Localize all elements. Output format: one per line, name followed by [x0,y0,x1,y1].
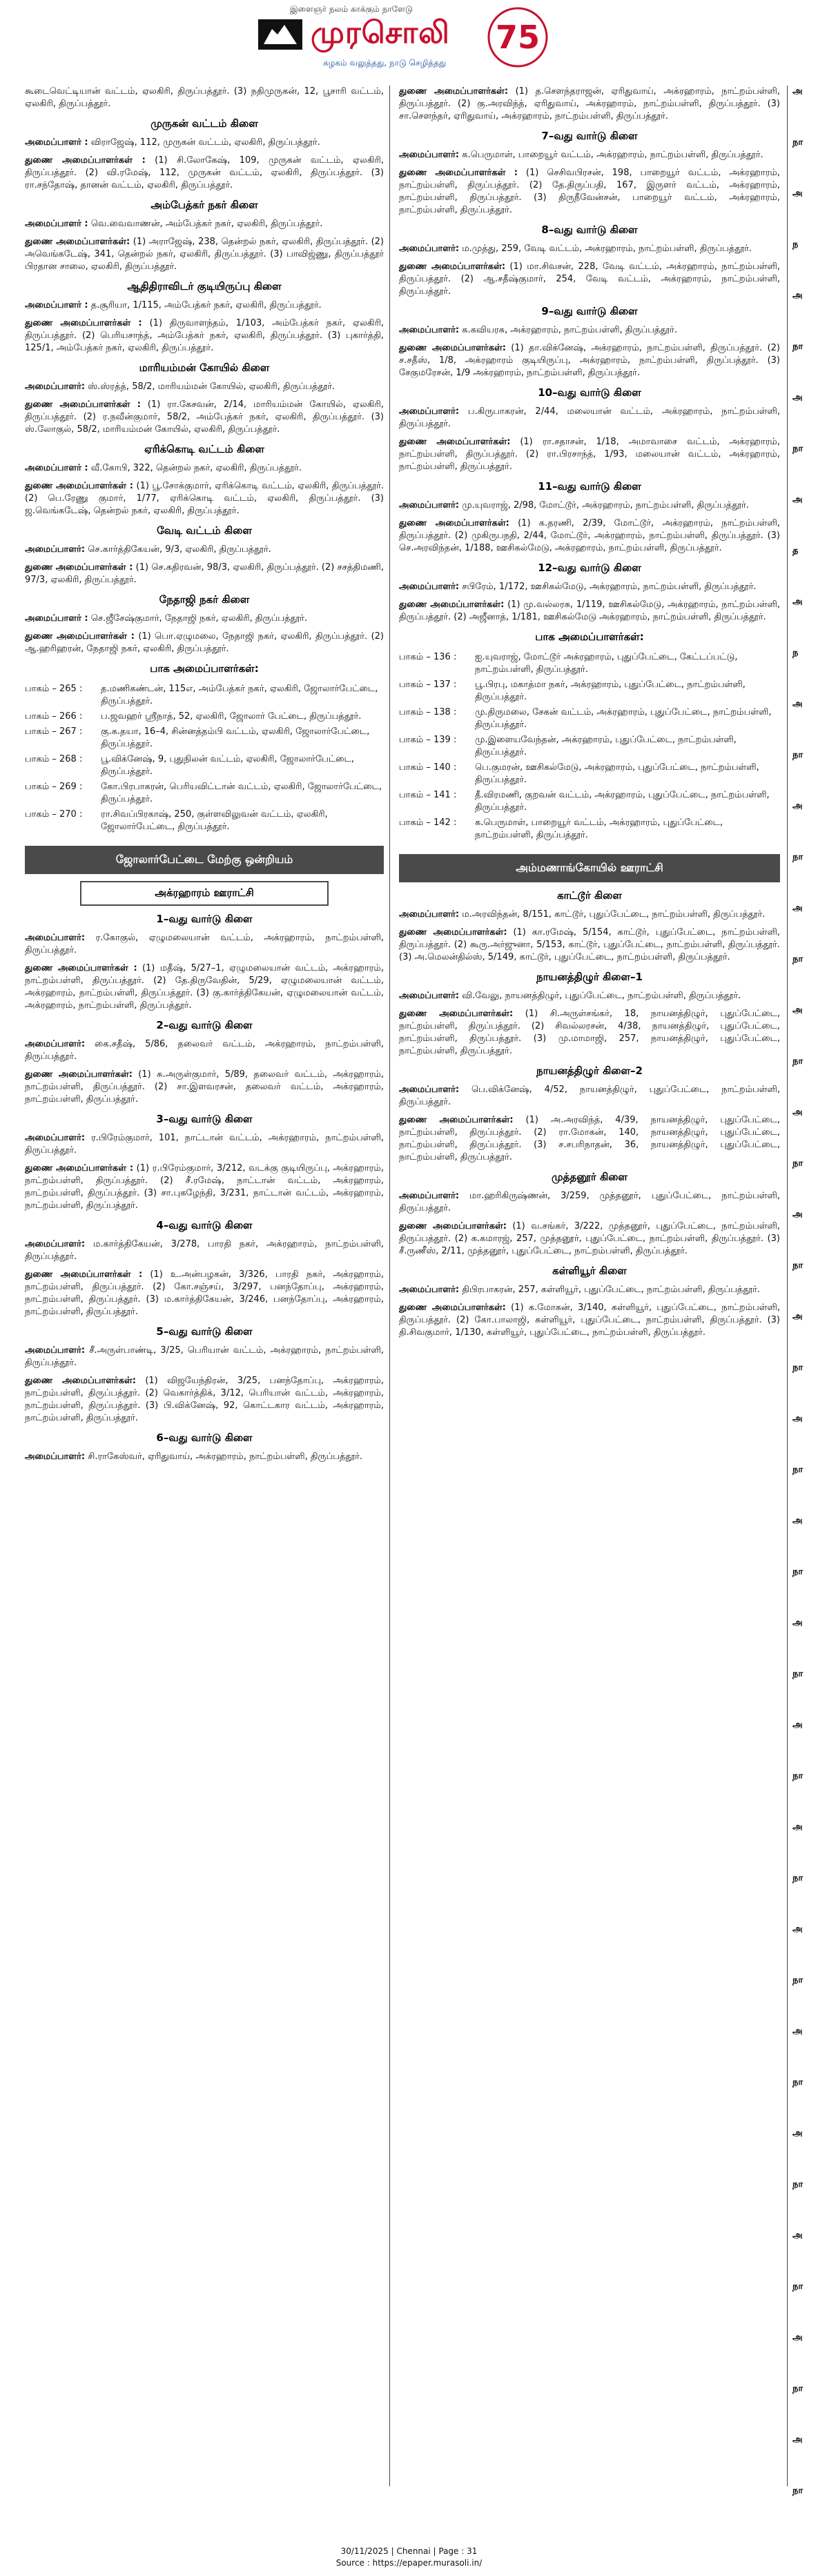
member-entry [25,155,384,192]
member-details: (1) பொ.ஏழுமலை, நேதாஜி நகர், ஏலகிரி, திருப்பத்தூர். (2) ஆ.ஹரிஹரன், நேதாஜி நகர், ஏலகிரி, திருப்பத்தூர். [25,631,384,654]
role-label: துணை அமைப்பாளர்கள்: [399,86,509,97]
role-label: அமைப்பாளர் : [25,219,88,229]
booth-organizer: தீ.விரமணி, குறவன் வட்டம், அக்ரஹாரம், புதுப்பேட்டை, நாட்றம்பள்ளி, திருப்பத்தூர். [475,790,770,813]
section-heading: 7–வது வார்டு கிளை [541,130,638,142]
member-details: (1) செசிவபிரசன், 198, பாறையூர் வட்டம், அக்ரஹாரம், நாட்றம்பள்ளி, திருப்பத்தூர். (2) தே.திருப்பதி, 167, இருளர் வட்டம், அக்ரஹாரம், நாட்றம்பள்ளி, திருப்பத்தூர். (3) திருநீவேன்சன், பாறையூர் வட்டம், அக்ரஹாரம், நாட்றம்பள்ளி, திருப்பத்தூர். [399,168,780,215]
truncated-text-fragment: அ [792,1720,803,1730]
member-details: மா.ஹரிகிருஷ்ணன், 3/259, முத்தனூர், புதுப்பேட்டை, நாட்றம்பள்ளி, திருப்பத்தூர். [399,1191,780,1213]
member-details: திபிரபாகரன், 257, கள்ளியூர், புதுப்பேட்டை, நாட்றம்பள்ளி, திருப்பத்தூர். [459,1285,760,1295]
member-details: (1) அ.அரவிந்த், 4/39, நாயனத்திழுர், புதுப்பேட்டை, நாட்றம்பள்ளி, திருப்பத்தூர். (2) ரா.மோகன், 140, நாயனத்திழுர், புதுப்பேட்டை, நாட்றம்பள்ளி, திருப்பத்தூர். (3) ச.சபரிநாதன், 36, நாயனத்திழுர், புதுப்பேட்டை, நாட்றம்பள்ளி, திருப்பத்தூர். [399,1115,780,1162]
table-row [399,733,780,760]
member-details: த.சூரியா, 1/115, அம்பேத்கர் நகர், ஏலகிரி, திருப்பத்தூர். [88,300,322,310]
truncated-text-fragment: நா [792,2486,804,2496]
member-details: சீ.அருள்பாண்டி, 3/25, பெரியான் வட்டம், அக்ரஹாரம், நாட்றம்பள்ளி, திருப்பத்தூர். [25,1345,384,1368]
footer-date-page: 30/11/2025 | Chennai | Page : 31 [340,2546,478,2556]
booth-organizers-table [399,650,780,843]
section-heading: 8–வது வார்டு கிளை [541,224,638,236]
role-label: அமைப்பாளர்: [25,1039,86,1049]
truncated-text-fragment: நா [792,1669,804,1679]
role-label: துணை அமைப்பாளர்கள்: [399,927,507,938]
member-entry [399,1114,780,1164]
member-details: (1) பூ.சோக்குமார், ஏரிக்கொடி வட்டம், ஏலகிரி, திருப்பத்தூர். (2) பெ.ரேணு குமார், 1/77, ஏரிக்கொடி வட்டம், ஏலகிரி, திருப்பத்தூர். (3) ஜ.வெங்கடேஷ், தென்றல் நகர், ஏலகிரி, திருப்பத்தூர். [25,481,384,516]
truncated-text-fragment: அ [792,1516,803,1526]
role-label: அமைப்பாளர் : [25,300,88,310]
role-label: துணை அமைப்பாளர்கள்: [399,437,511,447]
truncated-text-fragment: அ [792,1005,803,1015]
role-label: அமைப்பாளர்: [25,1452,86,1462]
booth-number: பாகம் – 269 : [25,782,83,792]
role-label: துணை அமைப்பாளர்கள்: [399,600,505,610]
left-column [25,86,384,2500]
member-entry [399,1190,780,1215]
member-details: சி.ராகேஸ்வர், ஏரிதுவாய், அக்ரஹாரம், நாட்றம்பள்ளி, திருப்பத்தூர். [85,1452,363,1462]
table-row [25,709,384,724]
truncated-text-fragment: அ [792,188,803,199]
truncated-text-fragment: அ [792,2435,803,2445]
page-footer [0,2546,818,2569]
truncated-text-fragment: நா [792,2077,804,2088]
section-heading: வேடி வட்டம் கிளை [157,524,252,537]
member-entry [25,1269,384,1318]
member-details: பெ.விக்னேஷ், 4/52, நாயனத்திழுர், புதுப்பேட்டை, நாட்றம்பள்ளி, திருப்பத்தூர். [399,1084,780,1107]
member-details: (1) வ.சங்கர், 3/222, முத்தனூர், புதுப்பேட்டை, நாட்றம்பள்ளி, திருப்பத்தூர். (2) க.கமாரஜ், 257, முத்தனூர், புதுப்பேட்டை, நாட்றம்பள்ளி, திருப்பத்தூர். (3) சீ.ருணீஸ், 2/11, முத்தனூர், புதுப்பேட்டை, நாட்றம்பள்ளி, திருப்பத்தூர். [399,1221,780,1256]
member-entry [25,1451,384,1463]
member-entry [25,236,384,273]
truncated-text-fragment: நா [792,1363,804,1373]
truncated-text-fragment: நா [792,1771,804,1781]
member-entry [25,381,384,393]
member-details: கை.சதீஷ், 5/86, தலைவர் வட்டம், அக்ரஹாரம், நாட்றம்பள்ளி, திருப்பத்தூர். [25,1039,384,1062]
member-details: (1) ரா.கேசவன், 2/14, மாரியம்மன் கோயில், ஏலகிரி, திருப்பத்தூர். (2) ர.நவீன்குமார், 58/2, அம்பேத்கர் நகர், ஏலகிரி, திருப்பத்தூர். (3) ஸ்.லோகுல், 58/2, மாரியம்மன் கோயில், ஏலகிரி, திருப்பத்தூர். [25,399,384,435]
role-label: அமைப்பாளர்: [25,382,86,392]
role-label: துணை அமைப்பாளர்கள்: [399,1302,506,1313]
member-details: ம.அரவிந்தன், 8/151, காட்டூர், புதுப்பேட்டை, நாட்றம்பள்ளி, திருப்பத்தூர். [459,909,766,920]
table-row [25,724,384,752]
booth-number: பாகம் – 270 : [25,809,83,820]
booth-organizer: பூ.விக்னேஷ், 9, புதுநிலன் வட்டம், ஏலகிரி, ஜோலார்பேட்டை, திருப்பத்தூர். [101,754,354,777]
table-row [399,788,780,815]
truncated-text-fragment: அ [792,1311,803,1322]
member-details: (1) கா.ரமேஷ், 5/154, காட்டூர், புதுப்பேட்டை, நாட்றம்பள்ளி, திருப்பத்தூர். (2) கூரு.அர்ஜுனா, 5/153, காட்டூர், புதுப்பேட்டை, நாட்றம்பள்ளி, திருப்பத்தூர். (3) அ.மெலன்தில்ஸ், 5/149, காட்டூர், புதுப்பேட்டை, நாட்றம்பள்ளி, திருப்பத்தூர். [399,927,780,962]
section-heading: மாரியம்மன் கோயில் கிளை [139,361,270,374]
table-row [25,752,384,780]
role-label: அமைப்பாளர்: [399,1285,460,1295]
truncated-text-fragment: நா [792,2281,804,2292]
masthead-tagline: கழகம் வலுத்தது, நாடு செழித்தது [323,58,447,68]
section-heading: கள்ளியூர் கிளை [552,1265,627,1277]
member-entry [399,149,780,161]
member-details: (1) சி.லோகேஷ், 109, முருகன் வட்டம், ஏலகிரி, திருப்பத்தூர். (2) வி.ரமேஷ், 112, முருகன் வட்டம், ஏலகிரி, திருப்பத்தூர். (3) ரா.சந்தோஷ், தானன் வட்டம், ஏலகிரி, திருப்பத்தூர். [25,155,384,190]
truncated-text-fragment: அ [792,2230,803,2241]
truncated-text-fragment: அ [792,1414,803,1424]
member-entry [25,1132,384,1157]
masthead [0,0,818,83]
truncated-text-fragment: அ [792,495,803,505]
member-entry [25,631,384,655]
booth-number: பாகம் – 140 : [399,762,457,773]
truncated-text-fragment: அ [792,1107,803,1118]
section-heading: அம்பேத்கர் நகர் கிளை [150,199,258,211]
member-entry [25,562,384,586]
member-entry [25,399,384,436]
truncated-text-fragment: அ [792,597,803,607]
member-details: (1) அராஜேஷ், 238, தென்றல் நகர், ஏலகிரி, திருப்பத்தூர். (2) அவெங்கடேஷ், 341, தென்றல் நகர், ஏலகிரி, திருப்பத்தூர். (3) பாவிஜ்ணு, திருப்பத்தூர் பிரதான சாலை, ஏலகிரி, திருப்பத்தூர். [25,237,384,272]
booth-organizer: ஐ.யுவராஜ், மோட்டூர் அக்ரஹாரம், புதுப்பேட்டை, கேட்டப்பட்டு, நாட்றம்பள்ளி, திருப்பத்தூர். [475,652,738,675]
role-label: துணை அமைப்பாளர்கள் : [25,562,133,573]
truncated-text-fragment: நா [792,954,804,964]
role-label: அமைப்பாளர்: [399,582,460,592]
truncated-text-fragment: அ [792,1822,803,1832]
booth-organizer: கு.க.தயா, 16–4, சின்னத்தம்பி வட்டம், ஏலகிரி, ஜோலார்பேட்டை, திருப்பத்தூர். [101,726,370,749]
member-details: செ.ஜீசேஷ்குமார், நேதாஜி நகர், ஏலகிரி, திருப்பத்தூர். [88,613,308,624]
role-label: துணை அமைப்பாளர்கள் : [25,1269,143,1280]
role-label: துணை அமைப்பாளர்கள் : [25,399,141,410]
member-details: (1) தா.விக்னேஷ், அக்ரஹாரம், நாட்றம்பள்ளி, திருப்பத்தூர். (2) ச.சதீஸ், 1/8, அக்ரஹாரம் குடியிருப்பு, அக்ரஹாரம், நாட்றம்பள்ளி, திருப்பத்தூர். (3) சேகுமரேசன், 1/9 அக்ரஹாரம், நாட்றம்பள்ளி, திருப்பத்தூர். [399,343,780,378]
member-entry [25,932,384,957]
booth-organizer: பெ.குமரன், ஊசிகல்மேடு, அக்ரஹாரம், புதுப்பேட்டை, நாட்றம்பள்ளி, திருப்பத்தூர். [475,762,759,785]
member-entry [25,1162,384,1212]
role-label: துணை அமைப்பாளர்கள் : [25,631,135,642]
table-row [399,815,780,843]
member-entry [399,499,780,512]
section-heading: முத்தனூர் கிளை [552,1171,627,1183]
truncated-text-fragment: அ [792,699,803,709]
section-heading: 10–வது வார்டு கிளை [538,386,641,399]
booth-organizer: கோ.பிரபாகரன், பெரியவிட்டான் வட்டம், ஏலகிரி, ஜோலார்பேட்டை, திருப்பத்தூர். [101,782,382,804]
table-row [25,682,384,709]
role-label: அமைப்பாளர்: [399,991,460,1001]
role-label: துணை அமைப்பாளர்கள்: [399,518,509,528]
role-label: அமைப்பாளர்: [399,1191,460,1201]
booth-number: பாகம் – 139 : [399,735,457,745]
member-details: ம.முத்து, 259, வேடி வட்டம், அக்ரஹாரம், நாட்றம்பள்ளி, திருப்பத்தூர். [459,244,752,254]
member-details: கூடைவெட்டியான் வட்டம், ஏலகிரி, திருப்பத்தூர். (3) நதிமுருகன், 12, பூசாரி வட்டம், ஏலகிரி, திருப்பத்தூர். [25,86,384,109]
member-entry [399,1284,780,1296]
truncated-text-fragment: அ [792,801,803,811]
role-label: துணை அமைப்பாளர்கள்: [399,1221,507,1231]
truncated-text-fragment: நா [792,444,804,454]
member-entry [25,1069,384,1106]
member-details: வெ.வைவாணன், அம்பேத்கர் நகர், ஏலகிரி, திருப்பத்தூர். [88,219,323,229]
member-details: (1) மா.சிவசன், 228, வேடி வட்டம், அக்ரஹாரம், நாட்றம்பள்ளி, திருப்பத்தூர். (2) ஆ.சதீஷ்குமார், 254, வேடி வட்டம், அக்ரஹாரம், நாட்றம்பள்ளி, திருப்பத்தூர். [399,261,780,297]
section-heading: ஆதிதிராவிடர் குடியிருப்பு கிளை [127,280,282,293]
truncated-text-fragment: நா [792,1975,804,1985]
booth-number: பாகம் – 142 : [399,818,457,828]
member-details: (1) விஜயேந்திரன், 3/25, பனந்தோப்பு, அக்ரஹாரம், நாட்றம்பள்ளி, திருப்பத்தூர். (2) வெகார்த்திக், 3/12, பெரியான் வட்டம், அக்ரஹாரம், நாட்றம்பள்ளி, திருப்பத்தூர். (3) பி.விக்னேஷ், 92, கொட்டகார வட்டம், அக்ரஹாரம், நாட்றம்பள்ளி, திருப்பத்தூர். [25,1376,384,1423]
role-label: அமைப்பாளர்: [399,500,460,511]
member-details: ம.கார்த்திகேயன், 3/278, பாரதி நகர், அக்ரஹாரம், நாட்றம்பள்ளி, திருப்பத்தூர். [25,1239,384,1262]
section-heading: முருகன் வட்டம் கிளை [150,117,258,130]
table-row [25,807,384,835]
truncated-text-fragment: நா [792,1158,804,1169]
member-details: வீ.கோபி, 322, தென்றல் நகர், ஏலகிரி, திருப்பத்தூர். [88,463,302,473]
section-heading: காட்டூர் கிளை [557,889,622,902]
role-label: துணை அமைப்பாளர்கள்: [399,1115,514,1125]
table-row [399,650,780,677]
role-label: அமைப்பாளர் : [25,463,88,473]
member-entry [25,962,384,1012]
role-label: அமைப்பாளர்: [399,406,460,417]
booth-organizer: க.பெருமாள், பாறையூர் வட்டம், அக்ரஹாரம், புதுப்பேட்டை, நாட்றம்பள்ளி, திருப்பத்தூர். [475,818,723,840]
member-entry [25,480,384,517]
section-heading: 11–வது வார்டு கிளை [538,480,641,493]
member-details: ர.கோகுல், ஏழுமலையான் வட்டம், அக்ரஹாரம், நாட்றம்பள்ளி, திருப்பத்தூர். [25,933,384,955]
booth-organizers-table [25,682,384,835]
anniversary-number: 75 [495,19,541,56]
section-heading: பாக அமைப்பாளர்கள்: [150,662,259,675]
member-entry [399,927,780,964]
member-details: (1) ர.பிரேம்குமார், 3/212, வடக்கு குடியிருப்பு, அக்ரஹாரம், நாட்றம்பள்ளி, திருப்பத்தூர். (2) சீ.ரமேஷ், நாட்டான் வட்டம், அக்ரஹாரம், நாட்றம்பள்ளி, திருப்பத்தூர். (3) சா.புகழேந்தி, 3/231, நாட்டான் வட்டம், அக்ரஹாரம், நாட்றம்பள்ளி, திருப்பத்தூர். [25,1163,384,1211]
booth-number: பாகம் – 268 : [25,754,83,764]
role-label: அமைப்பாளர்: [399,325,460,335]
member-details: (1) திருவாளந்தம், 1/103, அம்பேத்கர் நகர், ஏலகிரி, திருப்பத்தூர். (2) பெரியசாந்த், அம்பேத்கர் நகர், ஏலகிரி, திருப்பத்தூர். (3) புகார்த்தி, 125/1, அம்பேத்கர் நகர், ஏலகிரி, திருப்பத்தூர். [25,318,384,353]
member-entry [25,218,384,230]
truncated-text-fragment: அ [792,86,803,97]
member-entry [399,86,780,123]
booth-number: பாகம் – 138 : [399,707,457,717]
table-row [399,760,780,788]
member-details: (1) மதீஷ், 5/27–1, ஏழுமலையான் வட்டம், அக்ரஹாரம், நாட்றம்பள்ளி, திருப்பத்தூர். (2) தே.திருவேதின், 5/29, ஏழுமலையான் வட்டம், அக்ரஹாரம், நாட்றம்பள்ளி, திருப்பத்தூர். (3) கு.கார்த்திகேயன், ஏழுமலையான் வட்டம், அக்ரஹாரம், நாட்றம்பள்ளி, திருப்பத்தூர். [25,963,384,1011]
member-entry [399,1220,780,1258]
member-entry [399,243,780,255]
booth-organizer: பூ.பிரபு, மகாத்மா நகர், அக்ரஹாரம், புதுப்பேட்டை, நாட்றம்பள்ளி, திருப்பத்தூர். [475,680,746,702]
role-label: அமைப்பாளர்: [399,1084,460,1095]
member-entry [399,406,780,430]
member-entry [25,299,384,312]
member-details: மு.யுவராஜ், 2/98, மோட்டூர், அக்ரஹாரம், நாட்றம்பள்ளி, திருப்பத்தூர். [459,500,749,511]
member-entry [399,1084,780,1109]
member-details: (1) ரா.சதாசன், 1/18, அமாவாசை வட்டம், அக்ரஹாரம், நாட்றம்பள்ளி, திருப்பத்தூர். (2) ரா.பிரசாந்த், 1/93, மலையான் வட்டம், அக்ரஹாரம், நாட்றம்பள்ளி, திருப்பத்தூர். [399,437,780,472]
role-label: துணை அமைப்பாளர்கள்: [399,343,506,353]
section-heading: 6–வது வார்டு கிளை [156,1431,253,1444]
truncated-text-fragment: நா [792,1873,804,1883]
section-band-heading: ஜோலார்பேட்டை மேற்கு ஒன்றியம் [25,846,384,874]
right-column-cut [792,86,817,2500]
section-heading: 5–வது வார்டு கிளை [156,1325,253,1338]
member-details: செ.கார்த்திகேயன், 9/3, ஏலகிரி, திருப்பத்தூர். [85,544,271,555]
role-label: அமைப்பாளர்: [25,1133,86,1143]
role-label: அமைப்பாளர்: [25,933,86,943]
member-details: (1) மு.வல்லரசு, 1/119, ஊசிகல்மேடு, அக்ரஹாரம், நாட்றம்பள்ளி, திருப்பத்தூர். (2) அஜீனாத், 1/181, ஊசிகல்மேடு அக்ரஹாரம், நாட்றம்பள்ளி, திருப்பத்தூர். [399,600,780,622]
truncated-text-fragment: த [792,546,799,556]
truncated-text-fragment: நா [792,341,804,352]
section-heading: பாக அமைப்பாளர்கள்: [535,631,644,643]
truncated-text-fragment: நா [792,2179,804,2190]
truncated-text-fragment: நா [792,1260,804,1271]
member-entry [399,599,780,624]
booth-organizer: மு.திருமலை, சேகன் வட்டம், அக்ரஹாரம், புதுப்பேட்டை, நாட்றம்பள்ளி, திருப்பத்தூர். [475,707,772,730]
member-entry [25,137,384,149]
booth-number: பாகம் – 141 : [399,790,457,800]
member-entry [399,581,780,593]
member-entry [25,86,384,110]
role-label: துணை அமைப்பாளர்கள் : [25,318,142,328]
table-row [25,780,384,807]
masthead-tag: இளைஞர் நலம் காக்கும் நாளேடு [290,4,413,14]
truncated-text-fragment: நா [792,1465,804,1475]
section-heading: 2–வது வார்டு கிளை [156,1019,253,1031]
truncated-text-fragment: அ [792,1209,803,1220]
member-details: சபிரேம், 1/172, ஊசிகல்மேடு, அக்ரஹாரம், நாட்றம்பள்ளி, திருப்பத்தூர். [459,582,757,592]
booth-number: பாகம் – 137 : [399,680,457,690]
booth-number: பாகம் – 265 : [25,684,83,694]
role-label: துணை அமைப்பாளர்கள் : [25,481,134,491]
role-label: அமைப்பாளர்: [399,909,460,920]
member-entry [399,517,780,555]
member-entry [25,544,384,556]
member-entry [399,167,780,217]
role-label: துணை அமைப்பாளர்கள்: [399,261,506,272]
column-divider [389,86,390,2486]
booth-number: பாகம் – 136 : [399,652,457,662]
role-label: அமைப்பாளர்: [25,1345,86,1356]
section-heading: 1–வது வார்டு கிளை [156,913,253,925]
role-label: அமைப்பாளர்: [399,244,460,254]
truncated-text-fragment: நா [792,852,804,862]
section-heading: 9–வது வார்டு கிளை [541,305,638,317]
truncated-text-fragment: ந [792,239,799,250]
member-entry [25,1375,384,1425]
role-label: அமைப்பாளர்: [25,1239,86,1249]
booth-number: பாகம் – 266 : [25,711,83,722]
footer-source: Source : https://epaper.murasoli.in/ [335,2558,483,2568]
member-entry [399,324,780,337]
member-details: க.பெருமாள், பாறையூர் வட்டம், அக்ரஹாரம், நாட்றம்பள்ளி, திருப்பத்தூர். [459,150,763,160]
member-entry [25,462,384,475]
member-entry [399,909,780,921]
role-label: அமைப்பாளர்: [399,150,460,160]
rising-sun-logo-icon [257,14,304,55]
masthead-title: முரசொலி [311,15,450,50]
section-heading: 12–வது வார்டு கிளை [538,562,641,574]
section-heading: 3–வது வார்டு கிளை [156,1113,253,1125]
member-details: (1) த.செளந்தராஜன், ஏரிதுவாய், அக்ரஹாரம், நாட்றம்பள்ளி, திருப்பத்தூர். (2) கு.அரவிந்த், ஏரிதுவாய், அக்ரஹாரம், நாட்றம்பள்ளி, திருப்பத்தூர். (3) சா.செளந்தர், ஏரிதுவாய், அக்ரஹாரம், நாட்றம்பள்ளி, திருப்பத்தூர். [399,86,780,121]
member-entry [25,613,384,625]
member-details: (1) உ.அன்பழகன், 3/326, பாரதி நகர், அக்ரஹாரம், நாட்றம்பள்ளி, திருப்பத்தூர். (2) கோ.சஞ்சய், 3/297, பனந்தோப்பு, அக்ரஹாரம், நாட்றம்பள்ளி, திருப்பத்தூர். (3) ம.கார்த்திகேயன், 3/246, பனந்தோப்பு, அக்ரஹாரம், நாட்றம்பள்ளி, திருப்பத்தூர். [25,1269,384,1317]
member-entry [25,1345,384,1369]
member-details: விராஜேஷ், 112, முருகன் வட்டம், ஏலகிரி, திருப்பத்தூர். [88,137,320,148]
truncated-text-fragment: அ [792,1924,803,1934]
member-entry [399,342,780,379]
member-details: (1) க.தரணி, 2/39, மோட்டூர், அக்ரஹாரம், நாட்றம்பள்ளி, திருப்பத்தூர். (2) முகிருபநதி, 2/44, மோட்டூர், அக்ரஹாரம், நாட்றம்பள்ளி, திருப்பத்தூர். (3) செ.அரவிந்தன், 1/188, ஊசிகல்மேடு, அக்ரஹாரம், நாட்றம்பள்ளி, திருப்பத்தூர். [399,518,780,553]
booth-number: பாகம் – 267 : [25,726,83,737]
member-details: (1) சு.அருள்குமார், 5/89, தலைவர் வட்டம், அக்ரஹாரம், நாட்றம்பள்ளி, திருப்பத்தூர். (2) சா.இளவரசன், தலைவர் வட்டம், அக்ரஹாரம், நாட்றம்பள்ளி, திருப்பத்தூர். [25,1069,384,1104]
member-entry [399,1008,780,1058]
member-details: க.கவியரசு, அக்ரஹாரம், நாட்றம்பள்ளி, திருப்பத்தூர். [459,325,677,335]
truncated-text-fragment: அ [792,2332,803,2343]
section-heading: ஏரிக்கொடி வட்டம் கிளை [144,443,264,455]
role-label: துணை அமைப்பாளர்கள் : [399,168,518,178]
section-heading: நாயனத்திழுர் கிளை–1 [536,971,643,983]
truncated-text-fragment: நா [792,1567,804,1577]
truncated-text-fragment: நா [792,137,804,148]
truncated-text-fragment: நா [792,750,804,760]
table-row [399,705,780,733]
member-entry [399,261,780,298]
truncated-text-fragment: அ [792,2026,803,2037]
anniversary-75-logo [476,3,559,72]
member-entry [25,317,384,355]
truncated-text-fragment: ந [792,648,799,658]
booth-organizer: த.மணிகண்டன், 115எ, அம்பேத்கர் நகர், ஏலகிரி, ஜோலார்பேட்டை, திருப்பத்தூர். [101,684,378,706]
member-details: (1) சி.அருள்சங்கர், 18, நாயனத்திழுர், புதுப்பேட்டை, நாட்றம்பள்ளி, திருப்பத்தூர். (2) சிவல்லரசன், 4/38, நாயனத்திழுர், புதுப்பேட்டை, நாட்றம்பள்ளி, திருப்பத்தூர். (3) மு.மாமாஜி, 257, நாயனத்திழுர், புதுப்பேட்டை, நாட்றம்பள்ளி, திருப்பத்தூர். [399,1009,780,1056]
role-label: அமைப்பாளர்: [25,544,86,555]
member-entry [399,990,780,1002]
member-entry [399,1302,780,1339]
role-label: அமைப்பாளர் : [25,137,88,148]
booth-organizer: ரா.சிவப்பிரகாஷ், 250, குள்ளவிலுவன் வட்டம், ஏலகிரி, ஜோலார்பேட்டை, திருப்பத்தூர். [101,809,328,832]
role-label: துணை அமைப்பாளர்கள் : [25,155,146,166]
member-details: ஸ்.ஸ்ரத்த், 58/2, மாரியம்மன் கோயில், ஏலகிரி, திருப்பத்தூர். [85,382,335,392]
member-details: ர.பிரேம்குமார், 101, நாட்டான் வட்டம், அக்ரஹாரம், நாட்றம்பள்ளி, திருப்பத்தூர். [25,1133,384,1156]
member-details: (1) செ.கதிரவன், 98/3, ஏலகிரி, திருப்பத்தூர். (2) சசத்திமணி, 97/3, ஏலகிரி, திருப்பத்தூர். [25,562,384,585]
truncated-text-fragment: அ [792,393,803,403]
section-heading: 4–வது வார்டு கிளை [156,1219,253,1231]
section-heading: நேதாஜி நகர் கிளை [159,593,250,606]
truncated-text-fragment: அ [792,2128,803,2139]
member-entry [25,1238,384,1263]
center-column [399,86,780,2500]
member-details: வி.வேலு, நாயனத்திழுர், புதுப்பேட்டை, நாட்றம்பள்ளி, திருப்பத்தூர். [459,991,741,1001]
role-label: துணை அமைப்பாளர்கள் : [25,963,137,973]
booth-organizer: மு.இளையவேந்தன், அக்ரஹாரம், புதுப்பேட்டை, நாட்றம்பள்ளி, திருப்பத்தூர். [475,735,737,757]
member-entry [25,1038,384,1063]
member-details: (1) க.மோகன், 3/140, கள்ளியூர், புதுப்பேட்டை, நாட்றம்பள்ளி, திருப்பத்தூர். (2) கோ.பாலாஜி, கள்ளியூர், புதுப்பேட்டை, நாட்றம்பள்ளி, திருப்பத்தூர். (3) தி.சிவகுமார், 1/130, கள்ளியூர், புதுப்பேட்டை, நாட்றம்பள்ளி, திருப்பத்தூர். [399,1302,780,1338]
truncated-text-fragment: அ [792,1618,803,1628]
booth-organizer: ப.ஜவஹர் ஸ்ரீநாத், 52, ஏலகிரி, ஜோலார் பேட்டை, திருப்பத்தூர். [101,711,362,722]
section-band-heading: அம்மணாங்கோயில் ஊராட்சி [399,854,780,882]
truncated-text-fragment: அ [792,290,803,301]
role-label: துணை அமைப்பாளர்கள்: [25,1376,136,1386]
truncated-text-fragment: நா [792,1056,804,1067]
subsection-heading: அக்ரஹாரம் ஊராட்சி [80,881,329,906]
member-entry [399,436,780,473]
truncated-text-fragment: அ [792,903,803,913]
member-details: ப.கிருபாகரன், 2/44, மலையான் வட்டம், அக்ரஹாரம், நாட்றம்பள்ளி, திருப்பத்தூர். [399,406,780,429]
table-row [399,677,780,705]
role-label: அமைப்பாளர் : [25,613,88,624]
role-label: துணை அமைப்பாளர்கள்: [25,1069,133,1080]
column-divider [787,86,788,2486]
truncated-text-fragment: நா [792,2384,804,2394]
section-heading: நாயனத்திழுர் கிளை–2 [536,1064,643,1077]
role-label: துணை அமைப்பாளர்கள்: [25,237,130,247]
role-label: துணை அமைப்பாளர்கள்: [399,1009,514,1019]
role-label: துணை அமைப்பாளர்கள் : [25,1163,134,1173]
